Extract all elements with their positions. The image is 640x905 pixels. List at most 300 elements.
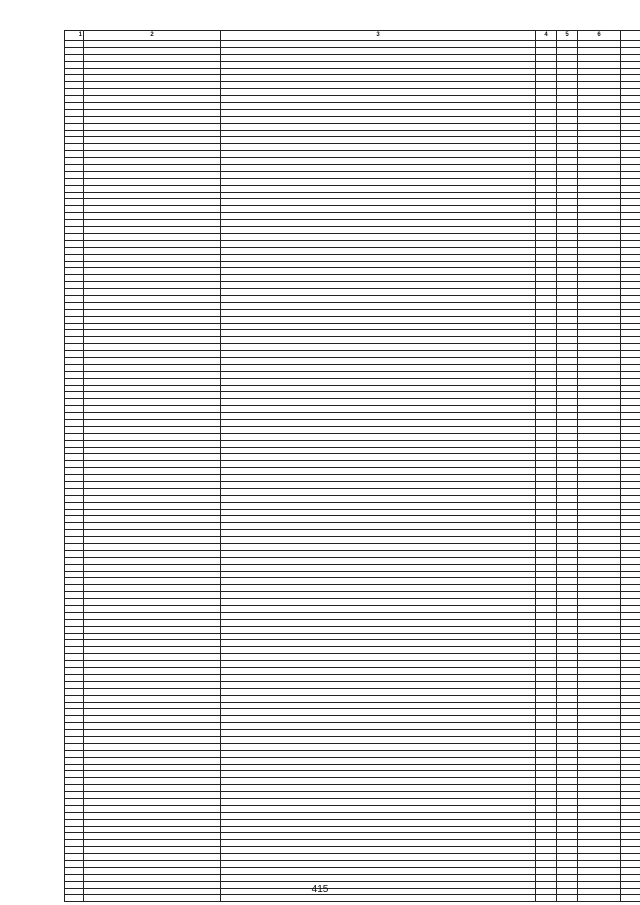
table-cell <box>557 454 578 461</box>
table-cell <box>557 647 578 654</box>
table-cell <box>536 295 557 302</box>
table-cell <box>84 640 221 647</box>
table-cell <box>221 736 536 743</box>
table-cell <box>557 819 578 826</box>
table-cell <box>557 357 578 364</box>
table-cell <box>578 151 621 158</box>
table-cell <box>221 213 536 220</box>
table-cell <box>578 454 621 461</box>
table-cell <box>65 716 84 723</box>
table-cell <box>578 840 621 847</box>
table-cell <box>84 564 221 571</box>
table-cell <box>536 433 557 440</box>
table-cell <box>221 550 536 557</box>
table-cell <box>536 61 557 68</box>
table-cell <box>578 619 621 626</box>
table-cell <box>578 681 621 688</box>
table-cell <box>65 75 84 82</box>
table-cell <box>221 544 536 551</box>
table-cell <box>557 165 578 172</box>
table-cell <box>221 681 536 688</box>
table-cell <box>84 730 221 737</box>
table-cell <box>578 709 621 716</box>
table-cell <box>621 537 640 544</box>
table-row <box>65 364 640 371</box>
table-cell <box>621 654 640 661</box>
table-cell <box>557 399 578 406</box>
table-cell <box>578 805 621 812</box>
table-cell <box>621 137 640 144</box>
table-cell <box>221 433 536 440</box>
table-cell <box>84 550 221 557</box>
table-cell <box>536 564 557 571</box>
table-row <box>65 233 640 240</box>
table-cell <box>557 330 578 337</box>
table-cell <box>578 130 621 137</box>
table-cell <box>221 185 536 192</box>
table-cell <box>578 778 621 785</box>
table-cell <box>557 233 578 240</box>
table-cell <box>84 488 221 495</box>
table-cell <box>621 337 640 344</box>
table-cell <box>621 743 640 750</box>
table-row <box>65 323 640 330</box>
table-cell <box>536 68 557 75</box>
table-cell <box>536 599 557 606</box>
table-cell <box>557 736 578 743</box>
table-cell <box>65 206 84 213</box>
table-cell <box>621 103 640 110</box>
table-cell <box>84 144 221 151</box>
table-cell <box>557 275 578 282</box>
table-cell <box>536 736 557 743</box>
table-cell <box>65 302 84 309</box>
table-cell <box>621 516 640 523</box>
table-cell <box>536 895 557 902</box>
table-cell <box>65 96 84 103</box>
table-cell <box>536 54 557 61</box>
table-cell <box>84 392 221 399</box>
table-cell <box>221 867 536 874</box>
table-cell <box>557 812 578 819</box>
table-cell <box>536 557 557 564</box>
table-cell <box>557 178 578 185</box>
table-cell <box>65 192 84 199</box>
table-cell <box>221 475 536 482</box>
table-cell <box>536 757 557 764</box>
table-cell <box>84 633 221 640</box>
table-cell <box>578 833 621 840</box>
table-cell <box>578 812 621 819</box>
table-cell <box>578 750 621 757</box>
table-cell <box>65 495 84 502</box>
table-cell <box>65 385 84 392</box>
table-cell <box>621 592 640 599</box>
table-cell <box>84 847 221 854</box>
table-row <box>65 833 640 840</box>
table-row <box>65 847 640 854</box>
table-cell <box>65 68 84 75</box>
table-cell <box>536 268 557 275</box>
table-cell <box>84 220 221 227</box>
table-cell <box>578 874 621 881</box>
table-cell <box>557 612 578 619</box>
table-row <box>65 564 640 571</box>
table-cell <box>221 833 536 840</box>
table-cell <box>557 240 578 247</box>
table-cell <box>536 151 557 158</box>
table-cell <box>65 316 84 323</box>
table-cell <box>221 199 536 206</box>
table-row <box>65 392 640 399</box>
table-cell <box>621 502 640 509</box>
table-row <box>65 82 640 89</box>
table-cell <box>65 109 84 116</box>
table-cell <box>221 371 536 378</box>
table-cell <box>578 392 621 399</box>
table-cell <box>221 468 536 475</box>
table-row <box>65 874 640 881</box>
table-row <box>65 109 640 116</box>
table-row <box>65 812 640 819</box>
table-cell <box>221 647 536 654</box>
table-cell <box>557 798 578 805</box>
table-cell <box>621 247 640 254</box>
table-cell <box>221 89 536 96</box>
table-cell <box>65 351 84 358</box>
table-cell <box>557 192 578 199</box>
table-cell <box>221 819 536 826</box>
table-cell <box>221 254 536 261</box>
table-cell <box>65 41 84 48</box>
table-row <box>65 275 640 282</box>
table-row <box>65 41 640 48</box>
table-cell <box>621 805 640 812</box>
table-cell <box>536 495 557 502</box>
table-cell <box>536 544 557 551</box>
table-cell <box>84 199 221 206</box>
table-cell <box>65 289 84 296</box>
table-cell <box>221 378 536 385</box>
table-cell <box>65 137 84 144</box>
table-cell <box>221 158 536 165</box>
table-cell <box>536 289 557 296</box>
table-cell <box>536 695 557 702</box>
table-cell <box>84 213 221 220</box>
table-cell <box>621 599 640 606</box>
table-cell <box>578 165 621 172</box>
table-cell <box>221 668 536 675</box>
table-cell <box>65 681 84 688</box>
table-cell <box>536 357 557 364</box>
table-cell <box>536 723 557 730</box>
table-cell <box>65 178 84 185</box>
table-cell <box>65 750 84 757</box>
table-cell <box>65 295 84 302</box>
table-cell <box>65 247 84 254</box>
table-cell <box>536 475 557 482</box>
table-cell <box>84 302 221 309</box>
table-cell <box>621 633 640 640</box>
table-cell <box>621 716 640 723</box>
table-cell <box>84 351 221 358</box>
table-cell <box>557 61 578 68</box>
table-cell <box>221 895 536 902</box>
table-cell <box>65 151 84 158</box>
table-row <box>65 61 640 68</box>
table-cell <box>578 254 621 261</box>
table-cell <box>557 860 578 867</box>
table-cell <box>65 309 84 316</box>
table-cell <box>557 640 578 647</box>
table-cell <box>557 826 578 833</box>
table-row <box>65 730 640 737</box>
table-cell <box>84 89 221 96</box>
table-cell <box>221 419 536 426</box>
table-row <box>65 413 640 420</box>
table-cell <box>621 695 640 702</box>
table-row <box>65 47 640 54</box>
table-cell <box>536 668 557 675</box>
table-cell <box>536 647 557 654</box>
table-cell <box>221 240 536 247</box>
table-cell <box>578 123 621 130</box>
table-cell <box>621 309 640 316</box>
table-cell <box>621 840 640 847</box>
table-cell <box>557 130 578 137</box>
table-cell <box>84 516 221 523</box>
table-cell <box>84 626 221 633</box>
table-cell <box>621 282 640 289</box>
table-cell <box>221 337 536 344</box>
table-cell <box>578 668 621 675</box>
table-cell <box>578 674 621 681</box>
table-cell <box>621 867 640 874</box>
table-cell <box>84 681 221 688</box>
table-cell <box>621 571 640 578</box>
table-cell <box>621 530 640 537</box>
table-cell <box>557 661 578 668</box>
table-cell <box>557 681 578 688</box>
table-cell <box>557 475 578 482</box>
table-cell <box>578 564 621 571</box>
table-cell <box>578 695 621 702</box>
table-cell <box>221 530 536 537</box>
table-cell <box>536 171 557 178</box>
table-cell <box>65 730 84 737</box>
table-cell <box>557 702 578 709</box>
table-cell <box>557 378 578 385</box>
table-cell <box>536 709 557 716</box>
table-cell <box>84 785 221 792</box>
table-cell <box>536 316 557 323</box>
table-cell <box>84 702 221 709</box>
table-cell <box>221 289 536 296</box>
table-cell <box>578 702 621 709</box>
table-cell <box>536 330 557 337</box>
table-cell <box>578 523 621 530</box>
table-cell <box>84 289 221 296</box>
table-cell <box>578 323 621 330</box>
table-cell <box>578 764 621 771</box>
header-cell: 3 <box>221 31 536 41</box>
table-row <box>65 247 640 254</box>
table-cell <box>221 165 536 172</box>
table-cell <box>65 268 84 275</box>
table-cell <box>557 854 578 861</box>
table-cell <box>221 695 536 702</box>
table-cell <box>578 337 621 344</box>
table-cell <box>621 440 640 447</box>
table-cell <box>621 826 640 833</box>
table-cell <box>557 488 578 495</box>
table-cell <box>65 661 84 668</box>
table-row <box>65 688 640 695</box>
table-row <box>65 502 640 509</box>
table-cell <box>221 123 536 130</box>
table-cell <box>536 778 557 785</box>
table-cell <box>536 309 557 316</box>
table-cell <box>536 854 557 861</box>
table-cell <box>621 75 640 82</box>
table-row <box>65 199 640 206</box>
table-row <box>65 213 640 220</box>
table-cell <box>557 571 578 578</box>
table-cell <box>557 592 578 599</box>
table-row <box>65 185 640 192</box>
table-cell <box>221 619 536 626</box>
table-cell <box>578 275 621 282</box>
table-cell <box>536 764 557 771</box>
document-sheet <box>64 30 626 902</box>
table-row <box>65 220 640 227</box>
table-cell <box>221 454 536 461</box>
table-cell <box>221 709 536 716</box>
table-cell <box>536 137 557 144</box>
table-cell <box>65 399 84 406</box>
table-cell <box>536 178 557 185</box>
table-cell <box>578 426 621 433</box>
table-cell <box>578 819 621 826</box>
table-cell <box>65 798 84 805</box>
table-cell <box>84 426 221 433</box>
table-cell <box>84 819 221 826</box>
table-cell <box>221 351 536 358</box>
table-cell <box>84 103 221 110</box>
table-cell <box>557 730 578 737</box>
table-cell <box>65 571 84 578</box>
table-cell <box>578 867 621 874</box>
table-cell <box>621 371 640 378</box>
table-cell <box>578 295 621 302</box>
header-cell: 4 <box>536 31 557 41</box>
table-cell <box>221 461 536 468</box>
table-cell <box>621 509 640 516</box>
table-row <box>65 764 640 771</box>
table-cell <box>557 619 578 626</box>
table-row <box>65 75 640 82</box>
table-cell <box>65 144 84 151</box>
table-cell <box>578 647 621 654</box>
table-cell <box>65 54 84 61</box>
table-cell <box>536 688 557 695</box>
table-cell <box>536 743 557 750</box>
table-cell <box>65 530 84 537</box>
table-cell <box>557 123 578 130</box>
table-cell <box>221 509 536 516</box>
table-cell <box>621 61 640 68</box>
table-cell <box>557 171 578 178</box>
table-row <box>65 750 640 757</box>
table-cell <box>578 440 621 447</box>
table-cell <box>84 323 221 330</box>
table-cell <box>621 847 640 854</box>
table-cell <box>536 275 557 282</box>
table-row <box>65 516 640 523</box>
table-cell <box>84 571 221 578</box>
table-cell <box>621 661 640 668</box>
table-row <box>65 826 640 833</box>
table-cell <box>536 185 557 192</box>
table-cell <box>621 316 640 323</box>
table-cell <box>557 509 578 516</box>
table-cell <box>578 261 621 268</box>
table-cell <box>621 220 640 227</box>
table-cell <box>65 785 84 792</box>
table-cell <box>557 75 578 82</box>
table-cell <box>621 640 640 647</box>
table-cell <box>578 330 621 337</box>
table-row <box>65 640 640 647</box>
table-cell <box>536 75 557 82</box>
table-row <box>65 695 640 702</box>
table-cell <box>65 220 84 227</box>
table-cell <box>578 798 621 805</box>
table-row <box>65 240 640 247</box>
table-cell <box>65 475 84 482</box>
table-cell <box>557 309 578 316</box>
table-cell <box>557 764 578 771</box>
table-row <box>65 482 640 489</box>
table-cell <box>621 557 640 564</box>
table-cell <box>536 109 557 116</box>
table-cell <box>536 206 557 213</box>
table-cell <box>221 82 536 89</box>
table-cell <box>65 557 84 564</box>
table-cell <box>578 309 621 316</box>
table-cell <box>536 867 557 874</box>
table-cell <box>221 778 536 785</box>
table-cell <box>557 247 578 254</box>
table-cell <box>221 482 536 489</box>
table-cell <box>536 771 557 778</box>
table-cell <box>221 633 536 640</box>
table-cell <box>578 344 621 351</box>
table-row <box>65 295 640 302</box>
table-cell <box>84 867 221 874</box>
table-cell <box>557 544 578 551</box>
table-cell <box>621 482 640 489</box>
table-cell <box>84 840 221 847</box>
table-cell <box>536 833 557 840</box>
table-cell <box>578 109 621 116</box>
table-row <box>65 461 640 468</box>
table-cell <box>557 867 578 874</box>
table-row <box>65 316 640 323</box>
table-cell <box>578 895 621 902</box>
table-cell <box>221 730 536 737</box>
table-cell <box>621 89 640 96</box>
